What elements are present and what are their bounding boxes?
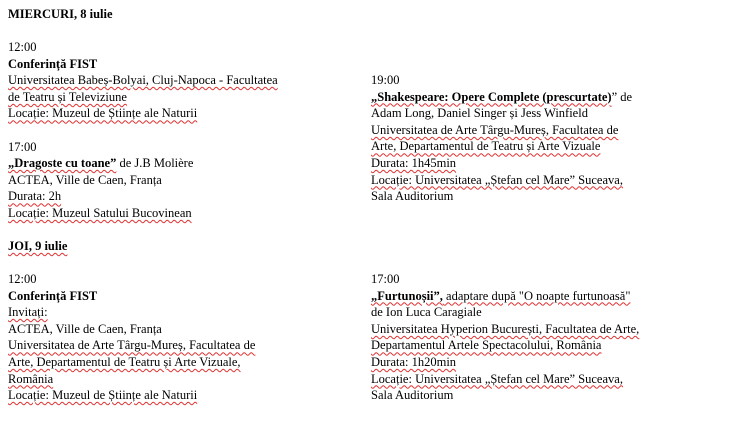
event-time: 19:00 <box>371 73 400 87</box>
event-duration: Durata: 1h45min <box>371 155 457 170</box>
event-organizer: Universitatea de Arte Târgu-Mureș, Facultatea de <box>8 338 256 353</box>
event-company: ACTEA, Ville de Caen, Franța <box>8 172 162 187</box>
event-duration: Durata: 1h20min <box>371 354 457 369</box>
event-location: Sala Auditorium <box>371 388 454 403</box>
day1-right-column <box>371 72 632 205</box>
event-title-suffix: ” de <box>611 89 633 104</box>
event-title: „Furtunoșii”, <box>371 288 443 303</box>
event-authors: Adam Long, Daniel Singer și Jess Winfield <box>371 106 588 121</box>
event-title-line <box>8 155 278 172</box>
event-title: Conferință FIST <box>8 56 98 71</box>
event-organizer: Departamentul Artele Spectacolului, România <box>371 338 602 353</box>
day2-right-column <box>371 271 639 404</box>
event-organizer: de Teatru și Televiziune <box>8 89 127 104</box>
event-organizer: Arte, Departamentul de Teatru și Arte Vizuale, <box>8 354 241 369</box>
event-title: „Shakespeare: Opere Complete (prescurtate) <box>371 89 612 104</box>
event-time: 17:00 <box>8 139 37 154</box>
event-title: Conferință FIST <box>8 288 98 303</box>
event-organizer: Universitatea Babeș-Bolyai, Cluj-Napoca - Facultatea <box>8 73 278 88</box>
day1-left-column <box>8 39 278 222</box>
event-author: de Ion Luca Caragiale <box>371 305 482 320</box>
event-title-suffix: adaptare după "O noapte furtunoasă" <box>442 288 631 303</box>
event-location: Locație: Universitatea „Ștefan cel Mare” Suceava, <box>371 371 623 386</box>
event-title: „Dragoste cu toane” <box>8 156 117 171</box>
event-author: de J.B Molière <box>116 156 194 171</box>
event-duration: Durata: 2h <box>8 189 62 204</box>
event-organizer: România <box>8 371 54 386</box>
event-invited-label: Invitați: <box>8 305 48 320</box>
event-location: Locație: Universitatea „Ștefan cel Mare” Suceava, <box>371 172 623 187</box>
event-time: 12:00 <box>8 40 37 54</box>
event-time: 17:00 <box>371 272 400 286</box>
event-title-line <box>371 288 639 305</box>
event-organizer: Arte, Departamentul de Teatru și Arte Vizuale <box>371 139 601 154</box>
event-location: Sala Auditorium <box>371 189 454 204</box>
event-title-line <box>371 89 632 106</box>
day2-heading: JOI, 9 iulie <box>8 239 68 253</box>
event-time: 12:00 <box>8 272 37 286</box>
day1-heading: MIERCURI, 8 iulie <box>8 7 113 21</box>
event-organizer: Universitatea Hyperion București, Facultatea de Arte, <box>371 321 640 336</box>
event-organizer: Universitatea de Arte Târgu-Mureș, Facultatea de <box>371 122 619 137</box>
event-location: Locație: Muzeul de Științe ale Naturii <box>8 388 198 403</box>
day2-left-column <box>8 271 255 404</box>
event-company: ACTEA, Ville de Caen, Franța <box>8 321 162 336</box>
event-location: Locație: Muzeul de Științe ale Naturii <box>8 106 198 121</box>
event-location: Locație: Muzeul Satului Bucovinean <box>8 205 192 220</box>
